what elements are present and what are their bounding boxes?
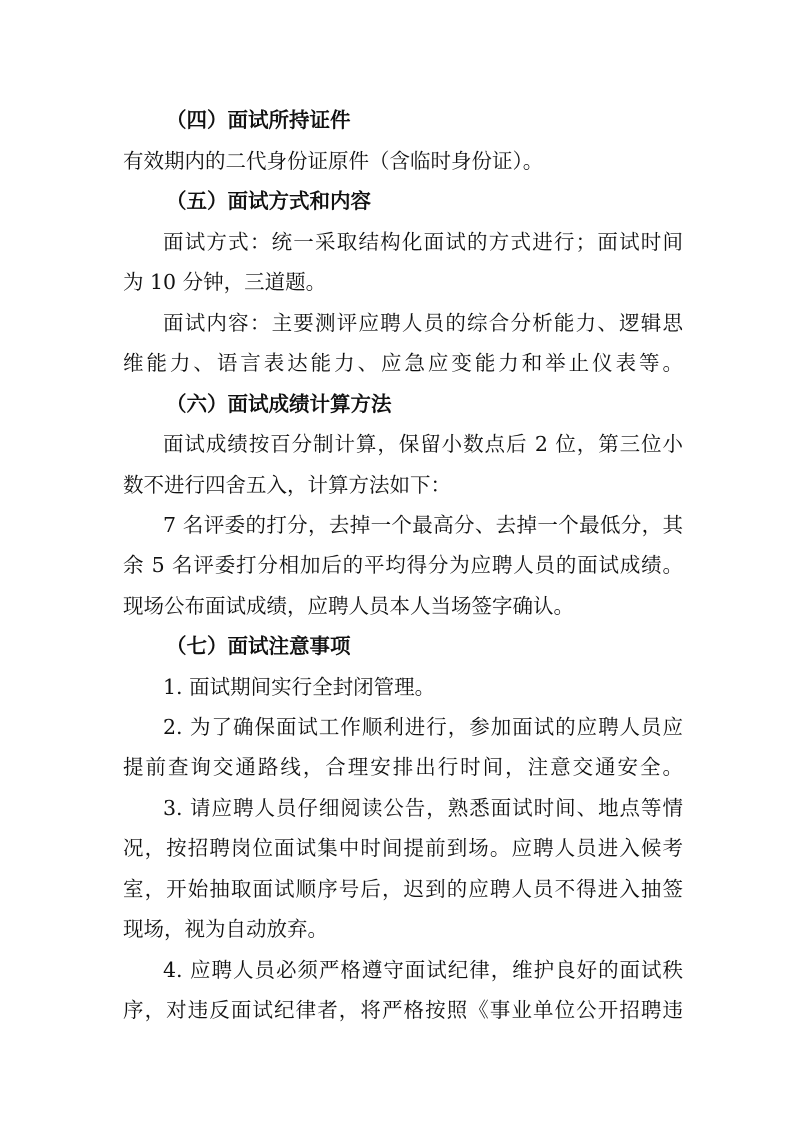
interview-content-line-1: 面试内容：主要测评应聘人员的综合分析能力、逻辑思 xyxy=(163,311,683,335)
section-heading-7: （七）面试注意事项 xyxy=(166,634,351,658)
notice-item-1: 1. 面试期间实行全封闭管理。 xyxy=(163,675,436,699)
notice-item-2-line-1: 2. 为了确保面试工作顺利进行，参加面试的应聘人员应 xyxy=(163,715,683,739)
score-rule-line-3: 现场公布面试成绩，应聘人员本人当场签字确认。 xyxy=(123,594,574,618)
section-heading-4: （四）面试所持证件 xyxy=(166,108,351,132)
notice-item-4-line-1: 4. 应聘人员必须严格遵守面试纪律，维护良好的面试秩 xyxy=(163,958,683,982)
section-heading-6: （六）面试成绩计算方法 xyxy=(166,392,392,416)
notice-item-3-line-4: 现场，视为自动放弃。 xyxy=(123,917,328,941)
notice-item-3-line-1: 3. 请应聘人员仔细阅读公告，熟悉面试时间、地点等情 xyxy=(163,796,683,820)
interview-method-line-1: 面试方式：统一采取结构化面试的方式进行；面试时间 xyxy=(163,230,683,254)
section-heading-5: （五）面试方式和内容 xyxy=(166,189,371,213)
score-rule-line-1: 7 名评委的打分，去掉一个最高分、去掉一个最低分，其 xyxy=(163,513,683,537)
notice-item-3-line-3: 室，开始抽取面试顺序号后，迟到的应聘人员不得进入抽签 xyxy=(123,877,683,901)
notice-item-4-line-2: 序，对违反面试纪律者，将严格按照《事业单位公开招聘违 xyxy=(123,998,683,1022)
score-rule-line-2: 余 5 名评委打分相加后的平均得分为应聘人员的面试成绩。 xyxy=(123,553,683,577)
id-document-text: 有效期内的二代身份证原件（含临时身份证）。 xyxy=(123,149,544,173)
interview-content-line-2: 维能力、语言表达能力、应急应变能力和举止仪表等。 xyxy=(123,351,683,375)
interview-method-line-2: 为 10 分钟，三道题。 xyxy=(123,270,327,294)
score-calc-line-2: 数不进行四舍五入，计算方法如下： xyxy=(123,473,451,497)
score-calc-line-1: 面试成绩按百分制计算，保留小数点后 2 位，第三位小 xyxy=(163,432,683,456)
notice-item-2-line-2: 提前查询交通路线，合理安排出行时间，注意交通安全。 xyxy=(123,755,683,779)
notice-item-3-line-2: 况，按招聘岗位面试集中时间提前到场。应聘人员进入候考 xyxy=(123,836,683,860)
